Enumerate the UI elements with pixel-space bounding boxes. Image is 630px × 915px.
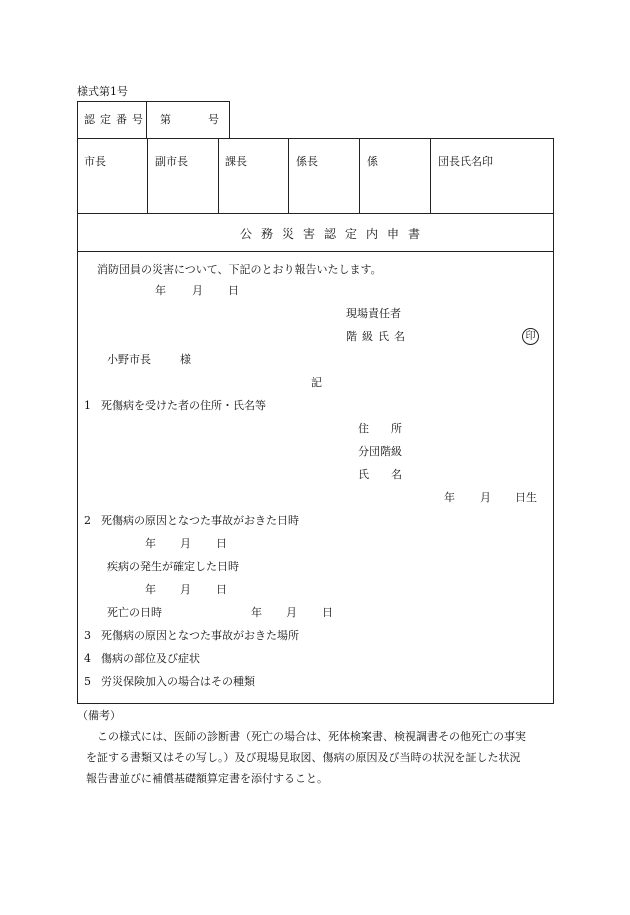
intro-text: 消防団員の災害について、下記のとおり報告いたします。 xyxy=(97,263,382,276)
onset-date-day: 日 xyxy=(216,583,227,596)
cert-dai: 第 xyxy=(160,113,171,126)
seal-mark: 印 xyxy=(522,328,539,345)
document-title: 公務災害認定内申書 xyxy=(240,227,430,241)
branch-rank-label: 分団階級 xyxy=(358,445,402,458)
approval-header-mayor: 市長 xyxy=(84,155,106,168)
approval-divider xyxy=(359,138,360,214)
report-date-month: 月 xyxy=(192,284,203,297)
ki-heading: 記 xyxy=(311,376,322,389)
cert-number-label: 認定番号 xyxy=(84,113,148,126)
item-number: 3 xyxy=(84,629,91,642)
approval-divider xyxy=(218,138,219,214)
death-label: 死亡の日時 xyxy=(107,606,162,619)
onset-date-month: 月 xyxy=(180,583,191,596)
item-text: 傷病の部位及び症状 xyxy=(101,652,200,665)
accident-date-year: 年 xyxy=(145,537,156,550)
accident-date-day: 日 xyxy=(216,537,227,550)
report-date-year: 年 xyxy=(155,284,166,297)
title-row-bottom xyxy=(77,251,554,252)
birth-year: 年 xyxy=(444,491,455,504)
form-number: 様式第1号 xyxy=(77,85,128,98)
accident-date-month: 月 xyxy=(180,537,191,550)
approval-header-subsection-chief: 係長 xyxy=(296,155,318,168)
item-text: 労災保険加入の場合はその種類 xyxy=(101,675,255,688)
death-date-month: 月 xyxy=(286,606,297,619)
item-number: 2 xyxy=(84,514,91,527)
remarks-line: この様式には、医師の診断書（死亡の場合は、死体検案書、検視調書その他死亡の事実 xyxy=(97,730,526,743)
approval-divider xyxy=(430,138,431,214)
onset-label: 疾病の発生が確定した日時 xyxy=(107,560,239,573)
item-text: 死傷病の原因となつた事故がおきた場所 xyxy=(101,629,299,642)
remarks-heading: （備考） xyxy=(77,709,121,722)
addressee-honorific: 様 xyxy=(180,353,191,366)
item-text: 死傷病を受けた者の住所・氏名等 xyxy=(101,399,266,412)
item-text: 死傷病の原因となつた事故がおきた日時 xyxy=(101,514,299,527)
item-number: 5 xyxy=(84,675,91,688)
approval-header-deputy-mayor: 副市長 xyxy=(155,155,188,168)
report-date-day: 日 xyxy=(228,284,239,297)
approval-divider xyxy=(147,138,148,214)
death-date-year: 年 xyxy=(251,606,262,619)
name-label: 氏 名 xyxy=(358,468,402,481)
item-number: 4 xyxy=(84,652,91,665)
addressee-name: 小野市長 xyxy=(107,353,151,366)
address-label: 住 所 xyxy=(358,422,402,435)
approval-row-bottom xyxy=(77,213,554,214)
approval-header-section-chief: 課長 xyxy=(225,155,247,168)
approval-header-staff: 係 xyxy=(367,155,378,168)
cert-go: 号 xyxy=(208,113,219,126)
birth-day: 日生 xyxy=(515,491,537,504)
remarks-line: を証する書類又はその写し。）及び現場見取図、傷病の原因及び当時の状況を証した状況 xyxy=(86,751,521,764)
onset-date-year: 年 xyxy=(145,583,156,596)
rank-name-label: 階級氏名 xyxy=(346,330,410,343)
approval-header-chief-seal: 団長氏名印 xyxy=(438,155,493,168)
death-date-day: 日 xyxy=(322,606,333,619)
remarks-line: 報告書並びに補償基礎額算定書を添付すること。 xyxy=(86,772,328,785)
birth-month: 月 xyxy=(480,491,491,504)
item-number: 1 xyxy=(84,399,91,412)
approval-divider xyxy=(288,138,289,214)
responsible-title: 現場責任者 xyxy=(346,307,401,320)
